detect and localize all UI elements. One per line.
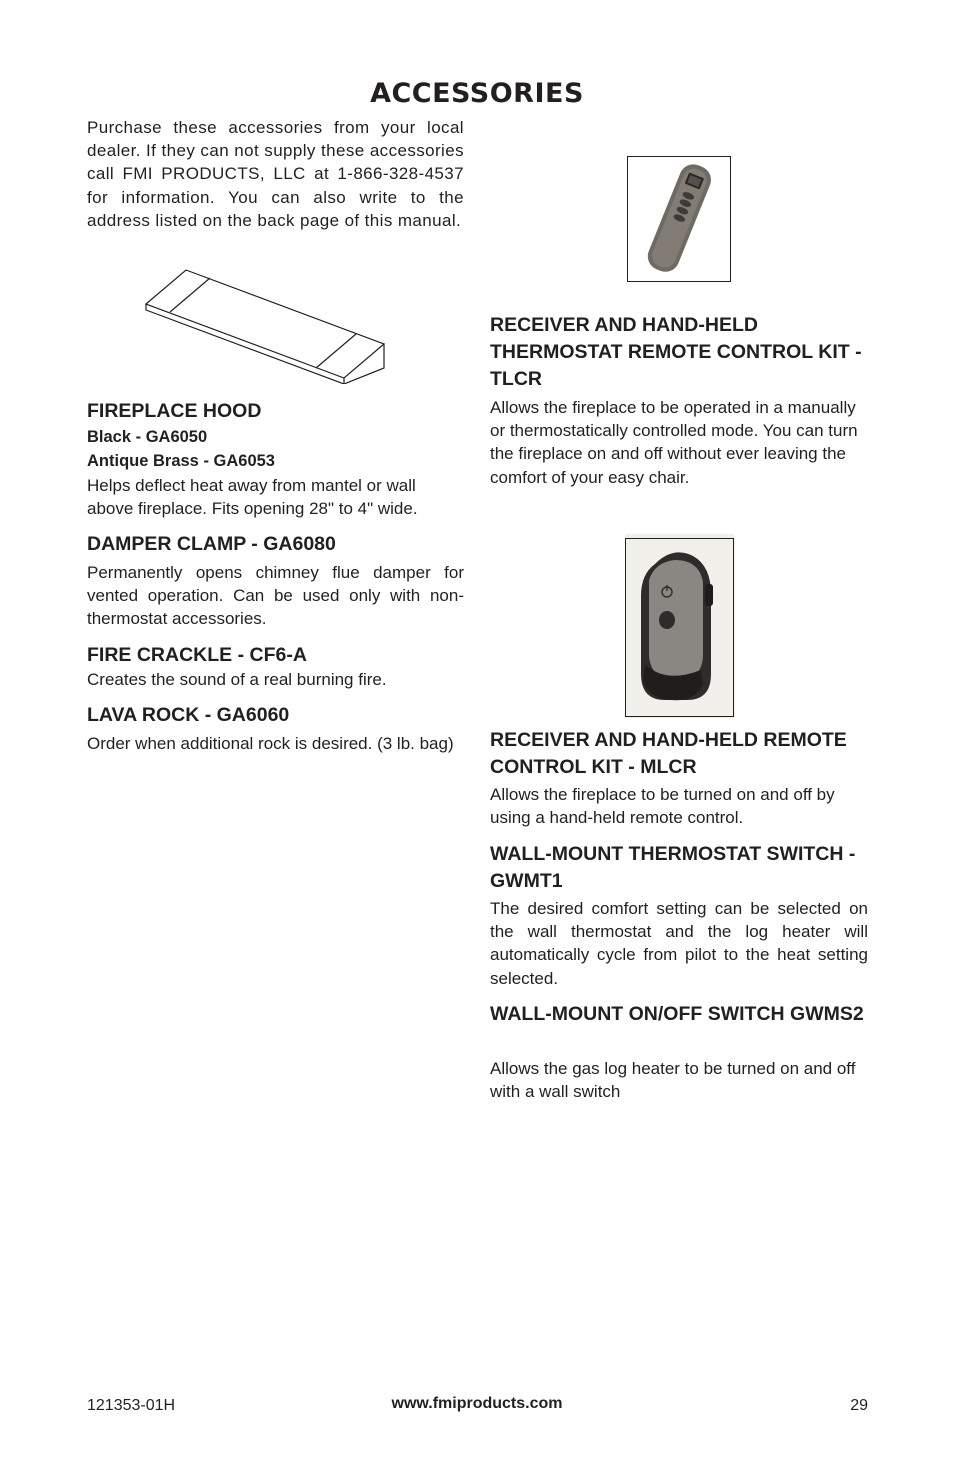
fireplace-hood-black-model: Black - GA6050 xyxy=(87,428,208,446)
lava-rock-heading: LAVA ROCK - GA6060 xyxy=(87,704,290,726)
fire-crackle-description: Creates the sound of a real burning fire. xyxy=(87,670,387,689)
page-title: ACCESSORIES xyxy=(370,78,584,109)
tlcr-heading: RECEIVER AND HAND-HELD THERMOSTAT REMOTE CONTROL KIT - TLCR xyxy=(490,314,862,390)
intro-paragraph: Purchase these accessories from your local dealer. If they can not supply these accessories call FMI PRODUCTS, LLC at 1-866-328-4537 for information. You can also write to the address listed on the back page of this manual. xyxy=(87,118,464,230)
lava-rock-description: Order when additional rock is desired. (3 lb. bag) xyxy=(87,734,454,753)
gwms2-heading: WALL-MOUNT ON/OFF SWITCH GWMS2 xyxy=(490,1003,864,1025)
mlcr-description: Allows the fireplace to be turned on and off by using a hand-held remote control. xyxy=(490,785,835,828)
footer-website: www.fmiproducts.com xyxy=(391,1395,563,1412)
footer-part-number: 121353-01H xyxy=(87,1397,176,1414)
footer-page-number: 29 xyxy=(850,1397,868,1414)
fire-crackle-heading: FIRE CRACKLE - CF6-A xyxy=(87,644,307,666)
gwmt1-heading: WALL-MOUNT THERMOSTAT SWITCH - GWMT1 xyxy=(490,843,856,892)
mlcr-remote-photo xyxy=(625,534,735,718)
damper-clamp-heading: DAMPER CLAMP - GA6080 xyxy=(87,533,336,555)
fireplace-hood-illustration xyxy=(140,266,390,384)
tlcr-remote-photo xyxy=(627,156,731,282)
tlcr-description: Allows the fireplace to be operated in a manually or thermostatically controlled mode. You can turn the fireplace on and off without ever leaving the comfort of your easy chair. xyxy=(490,398,858,487)
damper-clamp-description: Permanently opens chimney flue damper for vented operation. Can be used only with non-thermostat accessories. xyxy=(87,563,464,629)
fireplace-hood-brass-model: Antique Brass - GA6053 xyxy=(87,452,275,470)
fireplace-hood-description: Helps deflect heat away from mantel or wall above fireplace. Fits opening 28" to 4" wide. xyxy=(87,476,418,519)
fireplace-hood-heading: FIREPLACE HOOD xyxy=(87,400,262,422)
mlcr-heading: RECEIVER AND HAND-HELD REMOTE CONTROL KIT - MLCR xyxy=(490,729,847,778)
gwms2-description: Allows the gas log heater to be turned on and off with a wall switch xyxy=(490,1059,856,1102)
gwmt1-description: The desired comfort setting can be selected on the wall thermostat and the log heater will automatically cycle from pilot to the heat setting selected. xyxy=(490,899,868,988)
